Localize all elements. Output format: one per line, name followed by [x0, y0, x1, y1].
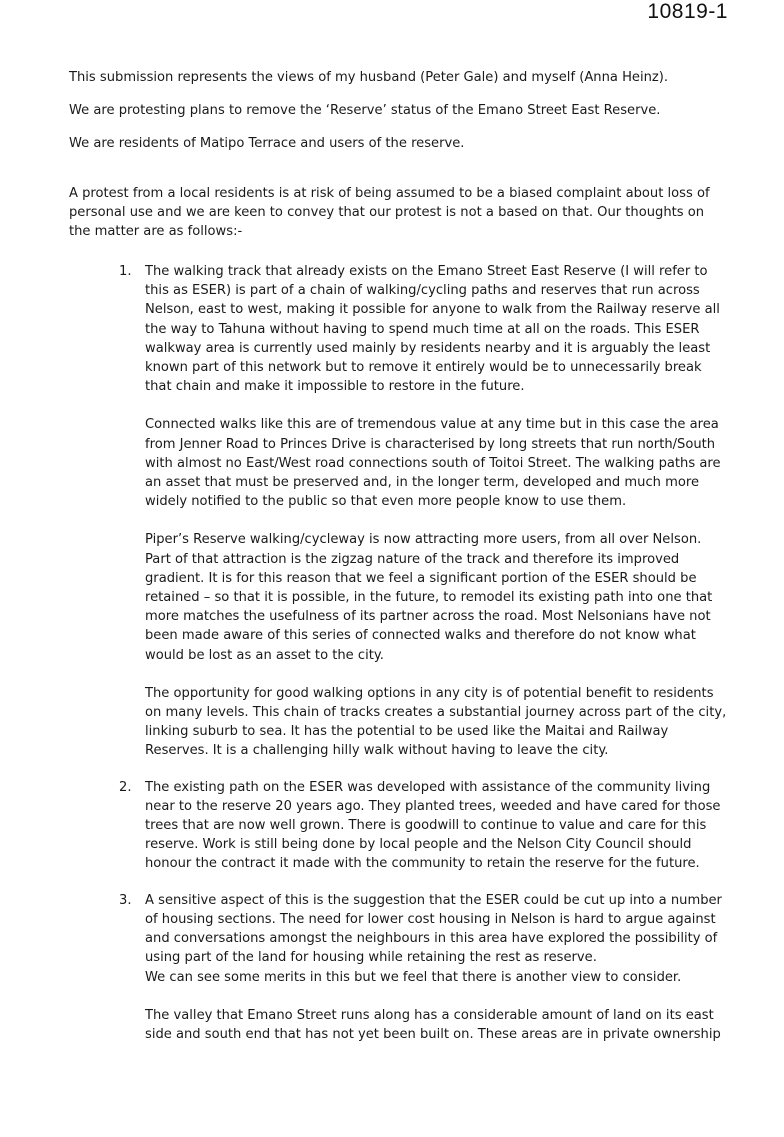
paragraph: We can see some merits in this but we feel that there is another view to consider.: [145, 969, 682, 985]
intro-line-protest: We are protesting plans to remove the ‘Reserve’ status of the Emano Street East Reserve.: [69, 103, 661, 118]
paragraph: The opportunity for good walking options in any city is of potential benefit to residents on many levels. This chain of tracks creates a substantial journey across part of the city, linking suburb to sea. It has the potential to be used like the Maitai and Railway Reserves. It is a challenging hilly walk without having to leave the city.: [145, 685, 727, 759]
document-number: 10819-1: [647, 0, 728, 23]
paragraph: Connected walks like this are of tremendous value at any time but in this case the area from Jenner Road to Princes Drive is characterised by long streets that run north/South with almost no East/West road connections south of Toitoi Street. The walking paths are an asset that must be preserved and, in the longer term, developed and much more widely notified to the public so that even more people know to use them.: [145, 417, 721, 510]
intro-line-residents: We are residents of Matipo Terrace and users of the reserve.: [69, 136, 465, 151]
paragraph: The walking track that already exists on the Emano Street East Reserve (I will refer to this as ESER) is part of a chain of walking/cycling paths and reserves that run across Nelson, east to west, making it possible for anyone to walk from the Railway reserve all the way to Tahuna without having to spend much time at all on the roads. This ESER walkway area is currently used mainly by residents nearby and it is arguably the least known part of this network but to remove it entirely would be to unnecessarily break that chain and make it impossible to restore in the future.: [145, 264, 720, 395]
paragraph: Piper’s Reserve walking/cycleway is now attracting more users, from all over Nelson. Part of that attraction is the zigzag nature of the track and therefore its improved gradient. It is for this reason that we feel a significant portion of the ESER should be retained – so that it is possible, in the future, to remodel its existing path into one that more matches the usefulness of its partner across the road. Most Nelsonians have not been made aware of this series of connected walks and therefore do not know what would be lost as an asset to the city.: [145, 532, 713, 663]
intro-line-authors: This submission represents the views of my husband (Peter Gale) and myself (Anna Heinz).: [69, 70, 669, 85]
paragraph: The existing path on the ESER was developed with assistance of the community living near to the reserve 20 years ago. They planted trees, weeded and have cared for those trees that are now well grown. There is goodwill to continue to value and care for this reserve. Work is still being done by local people and the Nelson City Council should honour the contract it made with the community to retain the reserve for the future.: [145, 779, 721, 872]
paragraph: The valley that Emano Street runs along has a considerable amount of land on its east side and south end that has not yet been built on. These areas are in private ownership: [145, 1007, 721, 1042]
points-list: [69, 262, 729, 1061]
item-number: 3.: [119, 892, 132, 908]
list-item-1: [69, 262, 729, 761]
paragraph: A sensitive aspect of this is the suggestion that the ESER could be cut up into a number of housing sections. The need for lower cost housing in Nelson is hard to argue against and conversations amongst the neighbours in this area have explored the possibility of using part of the land for housing while retaining the rest as reserve.: [145, 892, 722, 966]
lead-paragraph: A protest from a local residents is at risk of being assumed to be a biased complaint about loss of personal use and we are keen to convey that our protest is not a based on that. Our thoughts on the matter are as follows:-: [69, 186, 710, 240]
list-item-3: [69, 891, 729, 1044]
list-item-2: [69, 778, 729, 874]
item-number: 1.: [119, 264, 132, 279]
item-number: 2.: [119, 779, 132, 795]
